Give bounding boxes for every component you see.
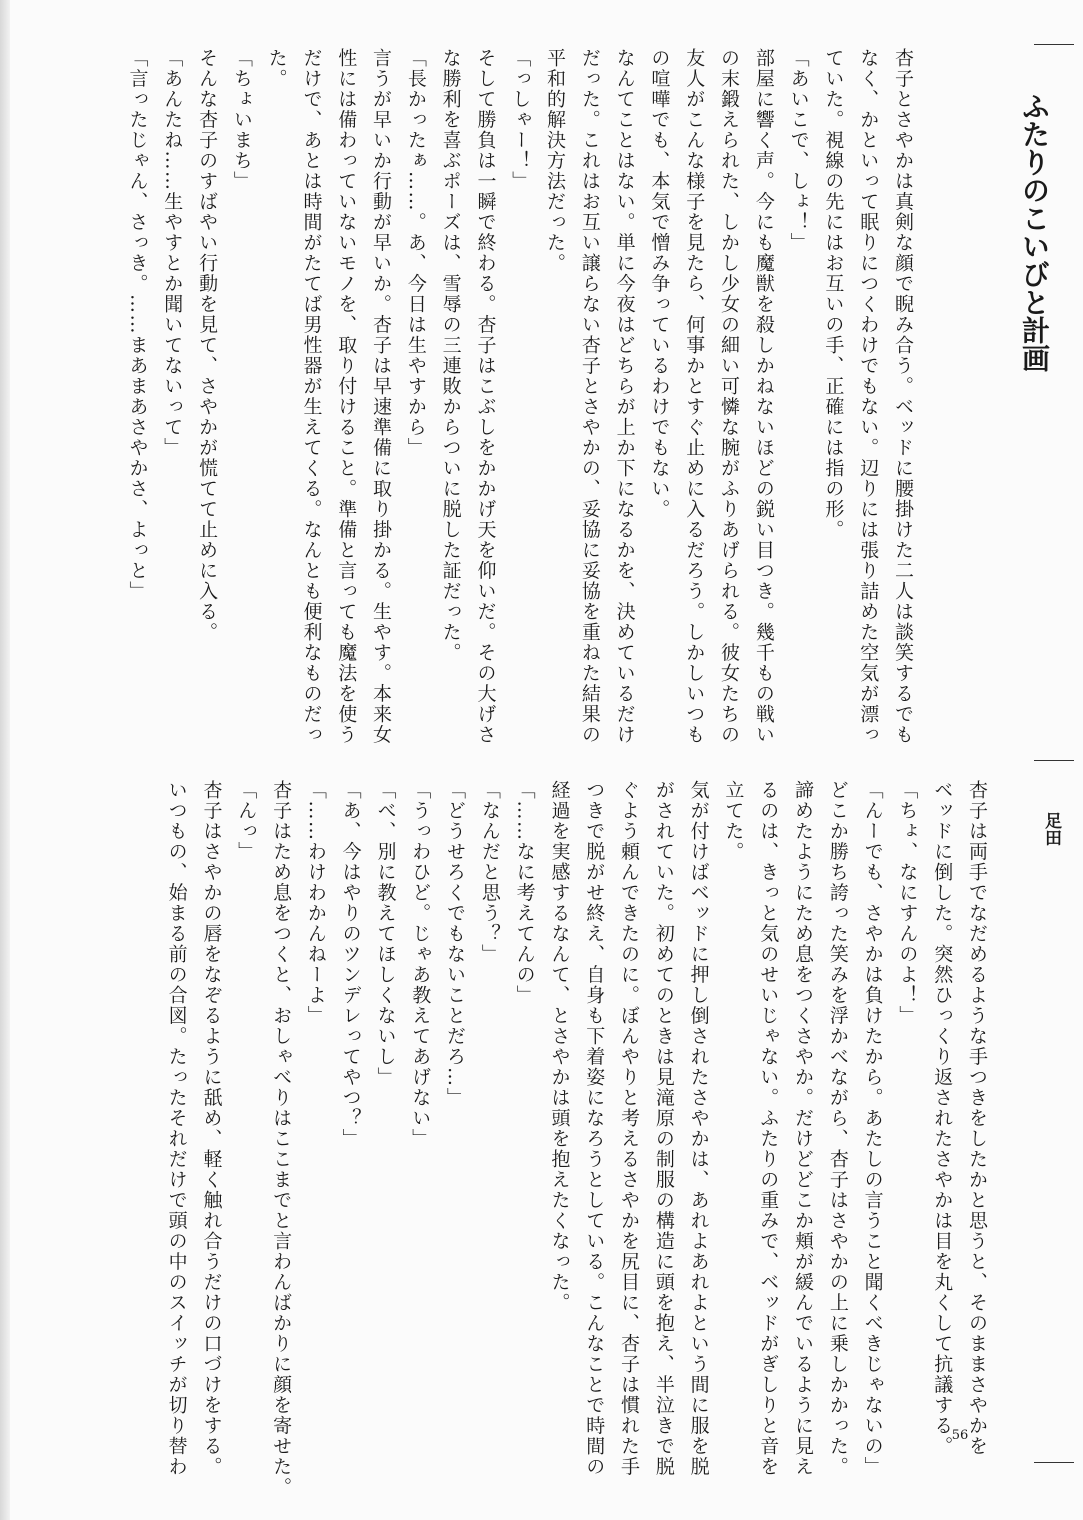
footer-rule: [1034, 1462, 1074, 1463]
text-line: な勝利を喜ぶポーズは、雪辱の三連敗からついに脱した証だった。: [439, 48, 462, 663]
text-line: 「長かったぁ……。あ、今日は生やすから」: [404, 48, 427, 458]
text-line: なく、かといって眠りにつくわけでもない。辺りには張り詰めた空気が漂っ: [857, 48, 880, 745]
text-line: 平和的解決方法だった。: [544, 48, 567, 274]
text-line: 「なんだと思う？」: [478, 780, 501, 965]
text-line: 部屋に響く声。今にも魔獣を殺しかねないほどの鋭い目つき。幾千もの戦い: [752, 48, 775, 745]
text-line: がされていた。初めてのときは見滝原の制服の構造に頭を抱え、半泣きで脱: [652, 780, 675, 1477]
text-line: 「……なに考えてんの」: [513, 780, 536, 1006]
text-line: そんな杏子のすばやい行動を見て、さやかが慌てて止めに入る。: [196, 48, 219, 643]
author-rule: [1034, 760, 1074, 761]
text-line: 杏子は両手でなだめるような手つきをしたかと思うと、そのままさやかを: [966, 780, 988, 1457]
text-line: 「あんたね……生やすとか聞いてないって」: [161, 48, 184, 458]
text-line: ぐよう頼んできたのに。ぼんやりと考えるさやかを尻目に、杏子は慣れた手: [618, 780, 641, 1477]
text-line: 杏子はため息をつくと、おしゃべりはここまでと言わんばかりに顔を寄せた。: [270, 780, 293, 1498]
text-line: 「言ったじゃん、さっき。……まあまあさやかさ、よっと」: [126, 48, 149, 602]
text-line: の末鍛えられた、しかし少女の細い可憐な腕がふりあげられる。彼女たちの: [718, 48, 741, 745]
text-line: ベッドに倒した。突然ひっくり返されたさやかは目を丸くして抗議する。: [931, 780, 954, 1457]
text-line: ていた。視線の先にはお互いの手、正確には指の形。: [822, 48, 845, 540]
text-line: 諦めたようにため息をつくさやか。だけどどこか頬が緩んでいるように見え: [792, 780, 815, 1477]
text-line: 「うっわひど。じゃあ教えてあげない」: [409, 780, 432, 1149]
text-line: の喧嘩でも、本気で憎み争っているわけでもない。: [648, 48, 671, 520]
text-line: そして勝負は一瞬で終わる。杏子はこぶしをかかげ天を仰いだ。その大げさ: [474, 48, 497, 745]
text-line: 友人がこんな様子を見たら、何事かとすぐ止めに入るだろう。しかしいつも: [683, 48, 706, 745]
text-line: 「っしゃー！」: [509, 48, 532, 192]
page-spine-shadow: [0, 0, 10, 1520]
text-line: 「んーでも、さやかは負けたから。あたしの言うこと聞くべきじゃないの」: [861, 780, 884, 1477]
text-line: 「あ、今はやりのツンデレってやつ？」: [339, 780, 362, 1149]
text-block-upper: [126, 48, 920, 745]
text-line: だけで、あとは時間がたてば男性器が生えてくる。なんとも便利なものだっ: [300, 48, 323, 745]
title-rule-top: [1034, 44, 1074, 45]
text-line: るのは、きっと気のせいじゃない。ふたりの重みで、ベッドがぎしりと音を: [757, 780, 780, 1477]
text-line: だった。これはお互い譲らない杏子とさやかの、妥協に妥協を重ねた結果の: [578, 48, 601, 745]
text-line: 「べ、別に教えてほしくないし」: [374, 780, 397, 1088]
text-line: 「ちょいまち」: [230, 48, 253, 192]
text-line: た。: [265, 48, 288, 89]
text-line: 立てた。: [722, 780, 745, 862]
text-line: どこか勝ち誇った笑みを浮かべながら、杏子はさやかの上に乗しかかった。: [826, 780, 849, 1477]
text-line: 性には備わっていないモノを、取り付けること。準備と言っても魔法を使う: [335, 48, 358, 745]
author-name: 足田: [1041, 812, 1061, 846]
text-line: 杏子はさやかの唇をなぞるように舐め、軽く触れ合うだけの口づけをする。: [200, 780, 223, 1477]
text-line: 「んっ」: [235, 780, 258, 862]
text-line: 「ちょ、なにすんのよ！」: [896, 780, 919, 1026]
text-line: 杏子とさやかは真剣な顔で睨み合う。ベッドに腰掛けた二人は談笑するでも: [892, 48, 914, 745]
text-line: 経過を実感するなんて、とさやかは頭を抱えたくなった。: [548, 780, 571, 1313]
text-line: 言うが早いか行動が早いか。杏子は早速準備に取り掛かる。生やす。本来女: [370, 48, 393, 745]
story-title: ふたりのこいびと計画: [1018, 92, 1051, 372]
text-line: 「あいこで、しょ！」: [787, 48, 810, 253]
text-line: 「どうせろくでもないことだろ…」: [444, 780, 467, 1108]
text-line: つきで脱がせ終え、自身も下着姿になろうとしている。こんなことで時間の: [583, 780, 606, 1477]
text-line: 「……わけわかんねーよ」: [304, 780, 327, 1026]
page-number: 56: [951, 1428, 969, 1443]
text-line: いつもの、始まる前の合図。たったそれだけで頭の中のスイッチが切り替わ: [165, 780, 188, 1477]
text-line: なんてことはない。単に今夜はどちらが上か下になるかを、決めているだけ: [613, 48, 636, 745]
text-line: 気が付けばベッドに押し倒されたさやかは、あれよあれよという間に服を脱: [687, 780, 710, 1477]
